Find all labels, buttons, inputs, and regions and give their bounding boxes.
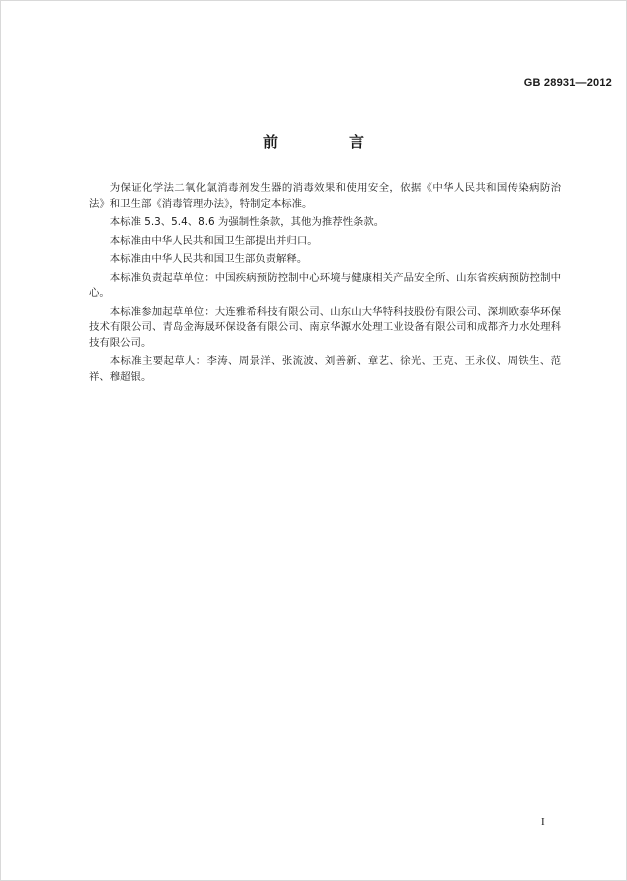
foreword-body [89,181,561,388]
paragraph-participating-organizations: 本标准参加起草单位：大连雅希科技有限公司、山东山大华特科技股份有限公司、深圳欧泰华环保技术有限公司、青岛金海晟环保设备有限公司、南京华源水处理工业设备有限公司和成都齐力水处理科技有限公司。 [89,305,561,349]
paragraph-drafters: 本标准主要起草人：李涛、周景洋、张流波、刘善新、章艺、徐光、王克、王永仪、周铁生、范祥、穆超银。 [89,355,561,383]
paragraph-interpretation: 本标准由中华人民共和国卫生部负责解释。 [109,253,308,265]
paragraph-purpose: 为保证化学法二氧化氯消毒剂发生器的消毒效果和使用安全，依据《中华人民共和国传染病防治法》和卫生部《消毒管理办法》，特制定本标准。 [89,182,561,210]
paragraph-mandatory-clauses: 本标准 5.3、5.4、8.6 为强制性条款，其他为推荐性条款。 [109,216,385,228]
paragraph-proposed-by: 本标准由中华人民共和国卫生部提出并归口。 [109,234,318,247]
paragraph-drafting-organization: 本标准负责起草单位：中国疾病预防控制中心环境与健康相关产品安全所、山东省疾病预防控制中心。 [89,271,561,299]
standard-code: GB 28931—2012 [523,77,612,89]
page-number: I [541,816,545,828]
page-title: 前 言 [262,133,392,151]
